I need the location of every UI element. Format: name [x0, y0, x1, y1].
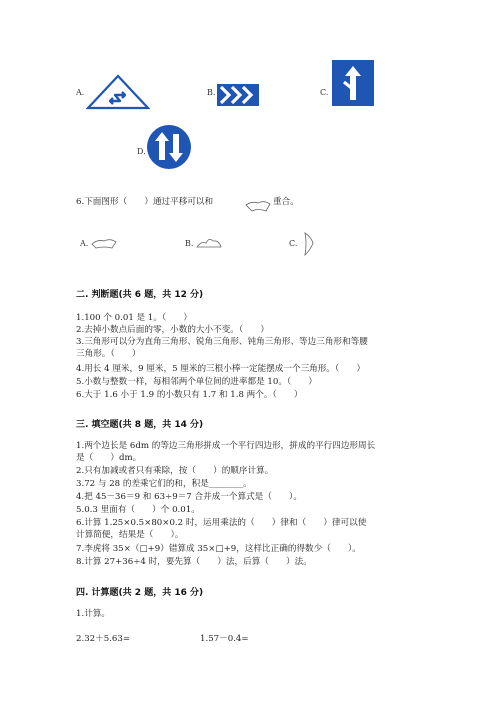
s2-item-1: 1.100 个 0.01 是 1。（ ） — [76, 313, 192, 323]
q6-option-c-shape — [301, 231, 315, 257]
option-b-label: B. — [207, 88, 216, 97]
sign-c-merge — [332, 60, 374, 106]
section-3-title: 三. 填空题(共 8 题，共 14 分) — [76, 420, 204, 430]
option-d-label: D. — [137, 147, 146, 156]
q6-text: 6.下面图形（ ）通过平移可以和 — [76, 197, 214, 207]
option-c-label: C. — [320, 88, 329, 97]
q6-option-a-shape — [90, 236, 118, 250]
section-2-title: 二. 判断题(共 6 题，共 12 分) — [76, 290, 204, 300]
s4-calc-left: 2.32＋5.63= — [76, 634, 131, 644]
s2-item-5: 5.小数与整数一样，每相邻两个单位间的进率都是 10。（ ） — [76, 377, 318, 387]
q6-option-c-label: C. — [289, 239, 298, 248]
s2-item-3-cont: 三角形。（ ） — [76, 349, 141, 359]
s2-item-4: 4.用长 4 厘米，9 厘米，5 厘米的三根小棒一定能摆成一个三角形。（ ） — [76, 364, 366, 374]
s2-item-2: 2.去掉小数点后面的零，小数的大小不变。（ ） — [76, 325, 269, 335]
s3-item-8: 8.计算 27+36÷4 时，要先算（ ）法，后算（ ）法。 — [76, 557, 312, 567]
sign-d-two-way — [146, 124, 192, 170]
q6-reference-shape — [244, 199, 272, 213]
s3-item-7: 7.李虎将 35×（□+9）错算成 35×□+9，这样比正确的得数少（ ）。 — [76, 544, 361, 554]
s3-item-4: 4.把 45－36＝9 和 63÷9＝7 合并成一个算式是（ ）。 — [76, 492, 302, 502]
s4-question-1: 1.计算。 — [76, 609, 110, 619]
s3-item-6-cont: 计算简便，结果是（ ）。 — [76, 530, 184, 540]
s3-item-1: 1.两个边长是 6dm 的等边三角形拼成一个平行四边形，拼成的平行四边形周长 — [76, 441, 376, 451]
s3-item-5: 5.0.3 里面有（ ）个 0.01。 — [76, 505, 200, 515]
option-a-label: A. — [76, 88, 85, 97]
q6-option-a-label: A. — [80, 239, 89, 248]
s3-item-6: 6.计算 1.25×0.5×80×0.2 时，运用乘法的（ ）律和（ ）律可以使 — [76, 518, 367, 528]
section-4-title: 四. 计算题(共 2 题，共 16 分) — [76, 588, 204, 598]
s3-item-2: 2.只有加减或者只有乘除，按（ ）的顺序计算。 — [76, 466, 274, 476]
s2-item-3: 3.三角形可以分为直角三角形、锐角三角形、钝角三角形、等边三角形和等腰 — [76, 337, 368, 347]
s3-item-1-cont: 是（ ）dm。 — [76, 453, 142, 463]
q6-option-b-shape — [195, 236, 223, 250]
s2-item-6: 6.大于 1.6 小于 1.9 的小数只有 1.7 和 1.8 两个。（ ） — [76, 390, 303, 400]
q6-text-after: 重合。 — [273, 197, 299, 207]
sign-a-triangle — [86, 74, 150, 110]
s4-calc-right: 1.57－0.4= — [200, 634, 249, 644]
q6-option-b-label: B. — [185, 239, 194, 248]
s3-item-3: 3.72 与 28 的差乘它们的和，积是________。 — [76, 479, 252, 489]
sign-b-chevrons — [217, 84, 259, 106]
